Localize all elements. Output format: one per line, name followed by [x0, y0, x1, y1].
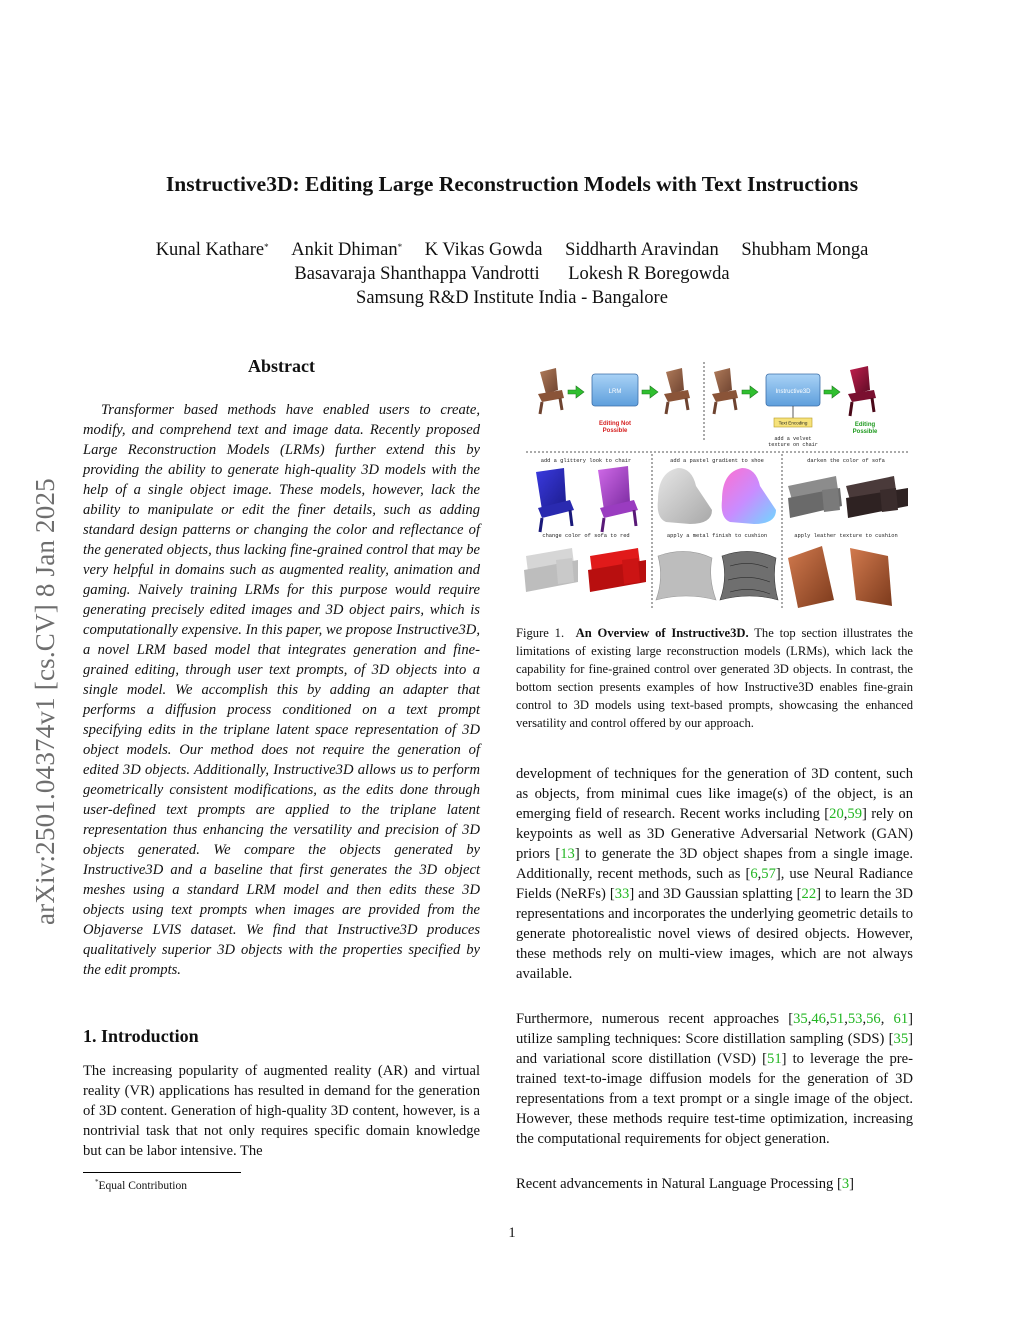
arxiv-identifier: arXiv:2501.04374v1 [cs.CV] 8 Jan 2025 — [30, 478, 60, 925]
citation-link[interactable]: 3 — [841, 1176, 850, 1192]
citation-link[interactable]: 51 — [829, 1011, 845, 1027]
edit-prompt: add a pastel gradient to shoe — [670, 458, 764, 464]
author-name: Ankit Dhiman* — [291, 240, 403, 260]
citation-link[interactable]: 57 — [761, 866, 776, 882]
white-shoe-render — [658, 468, 712, 524]
arrow-icon — [824, 386, 840, 398]
leather-cushion-render — [788, 546, 834, 608]
author-name: Lokesh R Boregowda — [568, 264, 730, 284]
editing-not-possible-label: Editing Not Possible — [599, 421, 631, 434]
edit-prompt: darken the color of sofa — [807, 458, 885, 464]
citation-link[interactable]: 35 — [893, 1031, 909, 1047]
top-edit-prompt: add a velvet texture on chair — [768, 436, 818, 448]
citation-link[interactable]: 20 — [829, 806, 844, 822]
white-sofa-render — [524, 548, 578, 592]
footnote: *Equal Contribution — [95, 1178, 187, 1192]
abstract-heading: Abstract — [248, 356, 315, 376]
author-name: Kunal Kathare* — [155, 240, 269, 260]
citation-link[interactable]: 51 — [767, 1051, 782, 1067]
introduction-paragraph: The increasing popularity of augmented reality (AR) and virtual reality (VR) applications has resulted in demand for the generation of 3D content. Generation of high-quality 3D content, however, is a nontrivial task that not only requires specific domain knowledge but can be labor intensive. The — [83, 1063, 480, 1159]
output-chair-image — [664, 368, 690, 414]
citation-link[interactable]: 33 — [614, 886, 630, 902]
body-paragraph: development of techniques for the generation of 3D content, such as objects, from minimal cues like image(s) of the object, is an emerging field of research. Recent works including [20,59] rely on keypoints as well as 3D Generative Adversarial Network (GAN) priors [13] to generate the 3D object shapes from a single image. Additionally, recent methods, such as [6,57], use Neural Radiance Fields (NeRFs) [33] and 3D Gaussian splatting [22] to learn the 3D representations and incorporates the underlying geometric details to generate photorealistic novel views of desired objects. However, these methods rely on multi-view images, which are not always available. — [516, 766, 914, 982]
grey-sofa-render — [788, 476, 842, 518]
page-number: 1 — [508, 1225, 516, 1241]
citation-link[interactable]: 59 — [847, 806, 862, 822]
affiliation: Samsung R&D Institute India - Bangalore — [356, 288, 668, 308]
citation-link[interactable]: 6 — [750, 866, 758, 882]
section-heading-introduction: 1. Introduction — [83, 1026, 199, 1046]
abstract-body: Transformer based methods have enabled users to create, modify, and comprehend text and image data. Recently proposed Large Reconstruction Models (LRMs) further extend this by providing the ability to generate high-quality 3D models with the help of a single object image. These models, however, lack the ability to manipulate or edit the finer details, such as adding standard design patterns or changing the color and reflectance of the generated objects, thus lacking fine-grained control that may be very helpful in domains such as augmented reality, animation and gaming. Naively training LRMs for this purpose would require generating precisely edited images and 3D object pairs, which is computationally expensive. In this paper, we propose Instructive3D, a novel LRM based model that integrates generation and fine-grained editing, through user text prompts, of 3D objects into a single model. We accomplish this by adding an adapter that performs a diffusion process conditioned on a text prompt specifying edits in the triplane latent space representation of 3D object models. Our method does not require the generation of edited 3D objects. Additionally, Instructive3D allows us to perform geometrically consistent modifications, as the edits done through user-defined text prompts are applied to the triplane latent representation thus enhancing the versatility and precision of 3D objects generated. We compare the objects generated by Instructive3D and a baseline that first generates the 3D object meshes using a standard LRM model and then edits these 3D objects using text prompts when images are provided from the Objaverse LVIS dataset. We find that Instructive3D produces qualitatively superior 3D objects with the properties specified by the edit prompts. — [83, 402, 480, 978]
citation-link[interactable]: 53 — [847, 1011, 863, 1027]
edited-chair-image — [848, 366, 876, 416]
edit-prompt: add a glittery look to chair — [540, 458, 632, 464]
body-paragraph: Furthermore, numerous recent approaches [35,46,51,53,56, 61] utilize sampling techniques: Score distillation sampling (SDS) [35] and variational score distillation (VSD) [51] to leverage the pre-trained text-to-image diffusion models for the generation of 3D representations from a text prompt or a single image of the object. However, these methods require test-time optimization, increasing the computational requirements for object generation. — [516, 1011, 914, 1147]
grey-cushion-render — [656, 551, 716, 600]
arrow-icon — [642, 386, 658, 398]
arrow-icon — [742, 386, 758, 398]
citation-link[interactable]: 61 — [893, 1011, 909, 1027]
dark-sofa-render — [846, 476, 908, 518]
text-encoding-label: Text Encoding — [778, 420, 808, 426]
figure-caption: Figure 1. An Overview of Instructive3D. The top section illustrates the limitations of existing large reconstruction models (LRMs), which lack the capability for fine-grained control over generated 3D objects. In contrast, the bottom section presents examples of how Instructive3D enables fine-grain control to 3D models using text-based prompts, showcasing the enhanced versatility and control offered by our approach. — [516, 626, 914, 730]
arrow-icon — [568, 386, 584, 398]
lrm-label: LRM — [608, 389, 622, 395]
paper-title: Instructive3D: Editing Large Reconstruction Models with Text Instructions — [165, 172, 859, 196]
instructive3d-label: Instructive3D — [775, 389, 811, 395]
footnote-rule — [83, 1172, 241, 1173]
author-name: K Vikas Gowda — [424, 240, 543, 260]
glittery-chair-render — [598, 466, 638, 532]
input-chair-image — [712, 368, 738, 414]
metal-cushion-render — [720, 551, 778, 600]
citation-link[interactable]: 13 — [560, 846, 575, 862]
pastel-shoe-render — [722, 468, 776, 524]
red-sofa-render — [588, 548, 646, 592]
edit-prompt: change color of sofa to red — [542, 533, 630, 539]
edit-prompt: apply a metal finish to cushion — [666, 533, 768, 539]
author-name: Shubham Monga — [741, 240, 869, 260]
citation-link[interactable]: 35 — [793, 1011, 808, 1027]
citation-link[interactable]: 46 — [811, 1011, 826, 1027]
author-list-line-1 — [0, 240, 1024, 261]
figure-1-overview — [516, 360, 913, 610]
citation-link[interactable]: 56 — [866, 1011, 881, 1027]
edit-prompt: apply leather texture to cushion — [794, 533, 898, 539]
editing-possible-label: Editing Possible — [852, 422, 878, 435]
citation-link[interactable]: 22 — [801, 886, 817, 902]
body-paragraph: Recent advancements in Natural Language Processing [3] — [516, 1176, 854, 1192]
blue-chair-render — [536, 468, 574, 532]
author-name: Basavaraja Shanthappa Vandrotti — [294, 264, 540, 284]
author-list-line-2 — [0, 264, 1024, 285]
leather-cushion-render — [850, 548, 892, 606]
input-chair-image — [538, 368, 564, 414]
author-name: Siddharth Aravindan — [565, 240, 719, 260]
